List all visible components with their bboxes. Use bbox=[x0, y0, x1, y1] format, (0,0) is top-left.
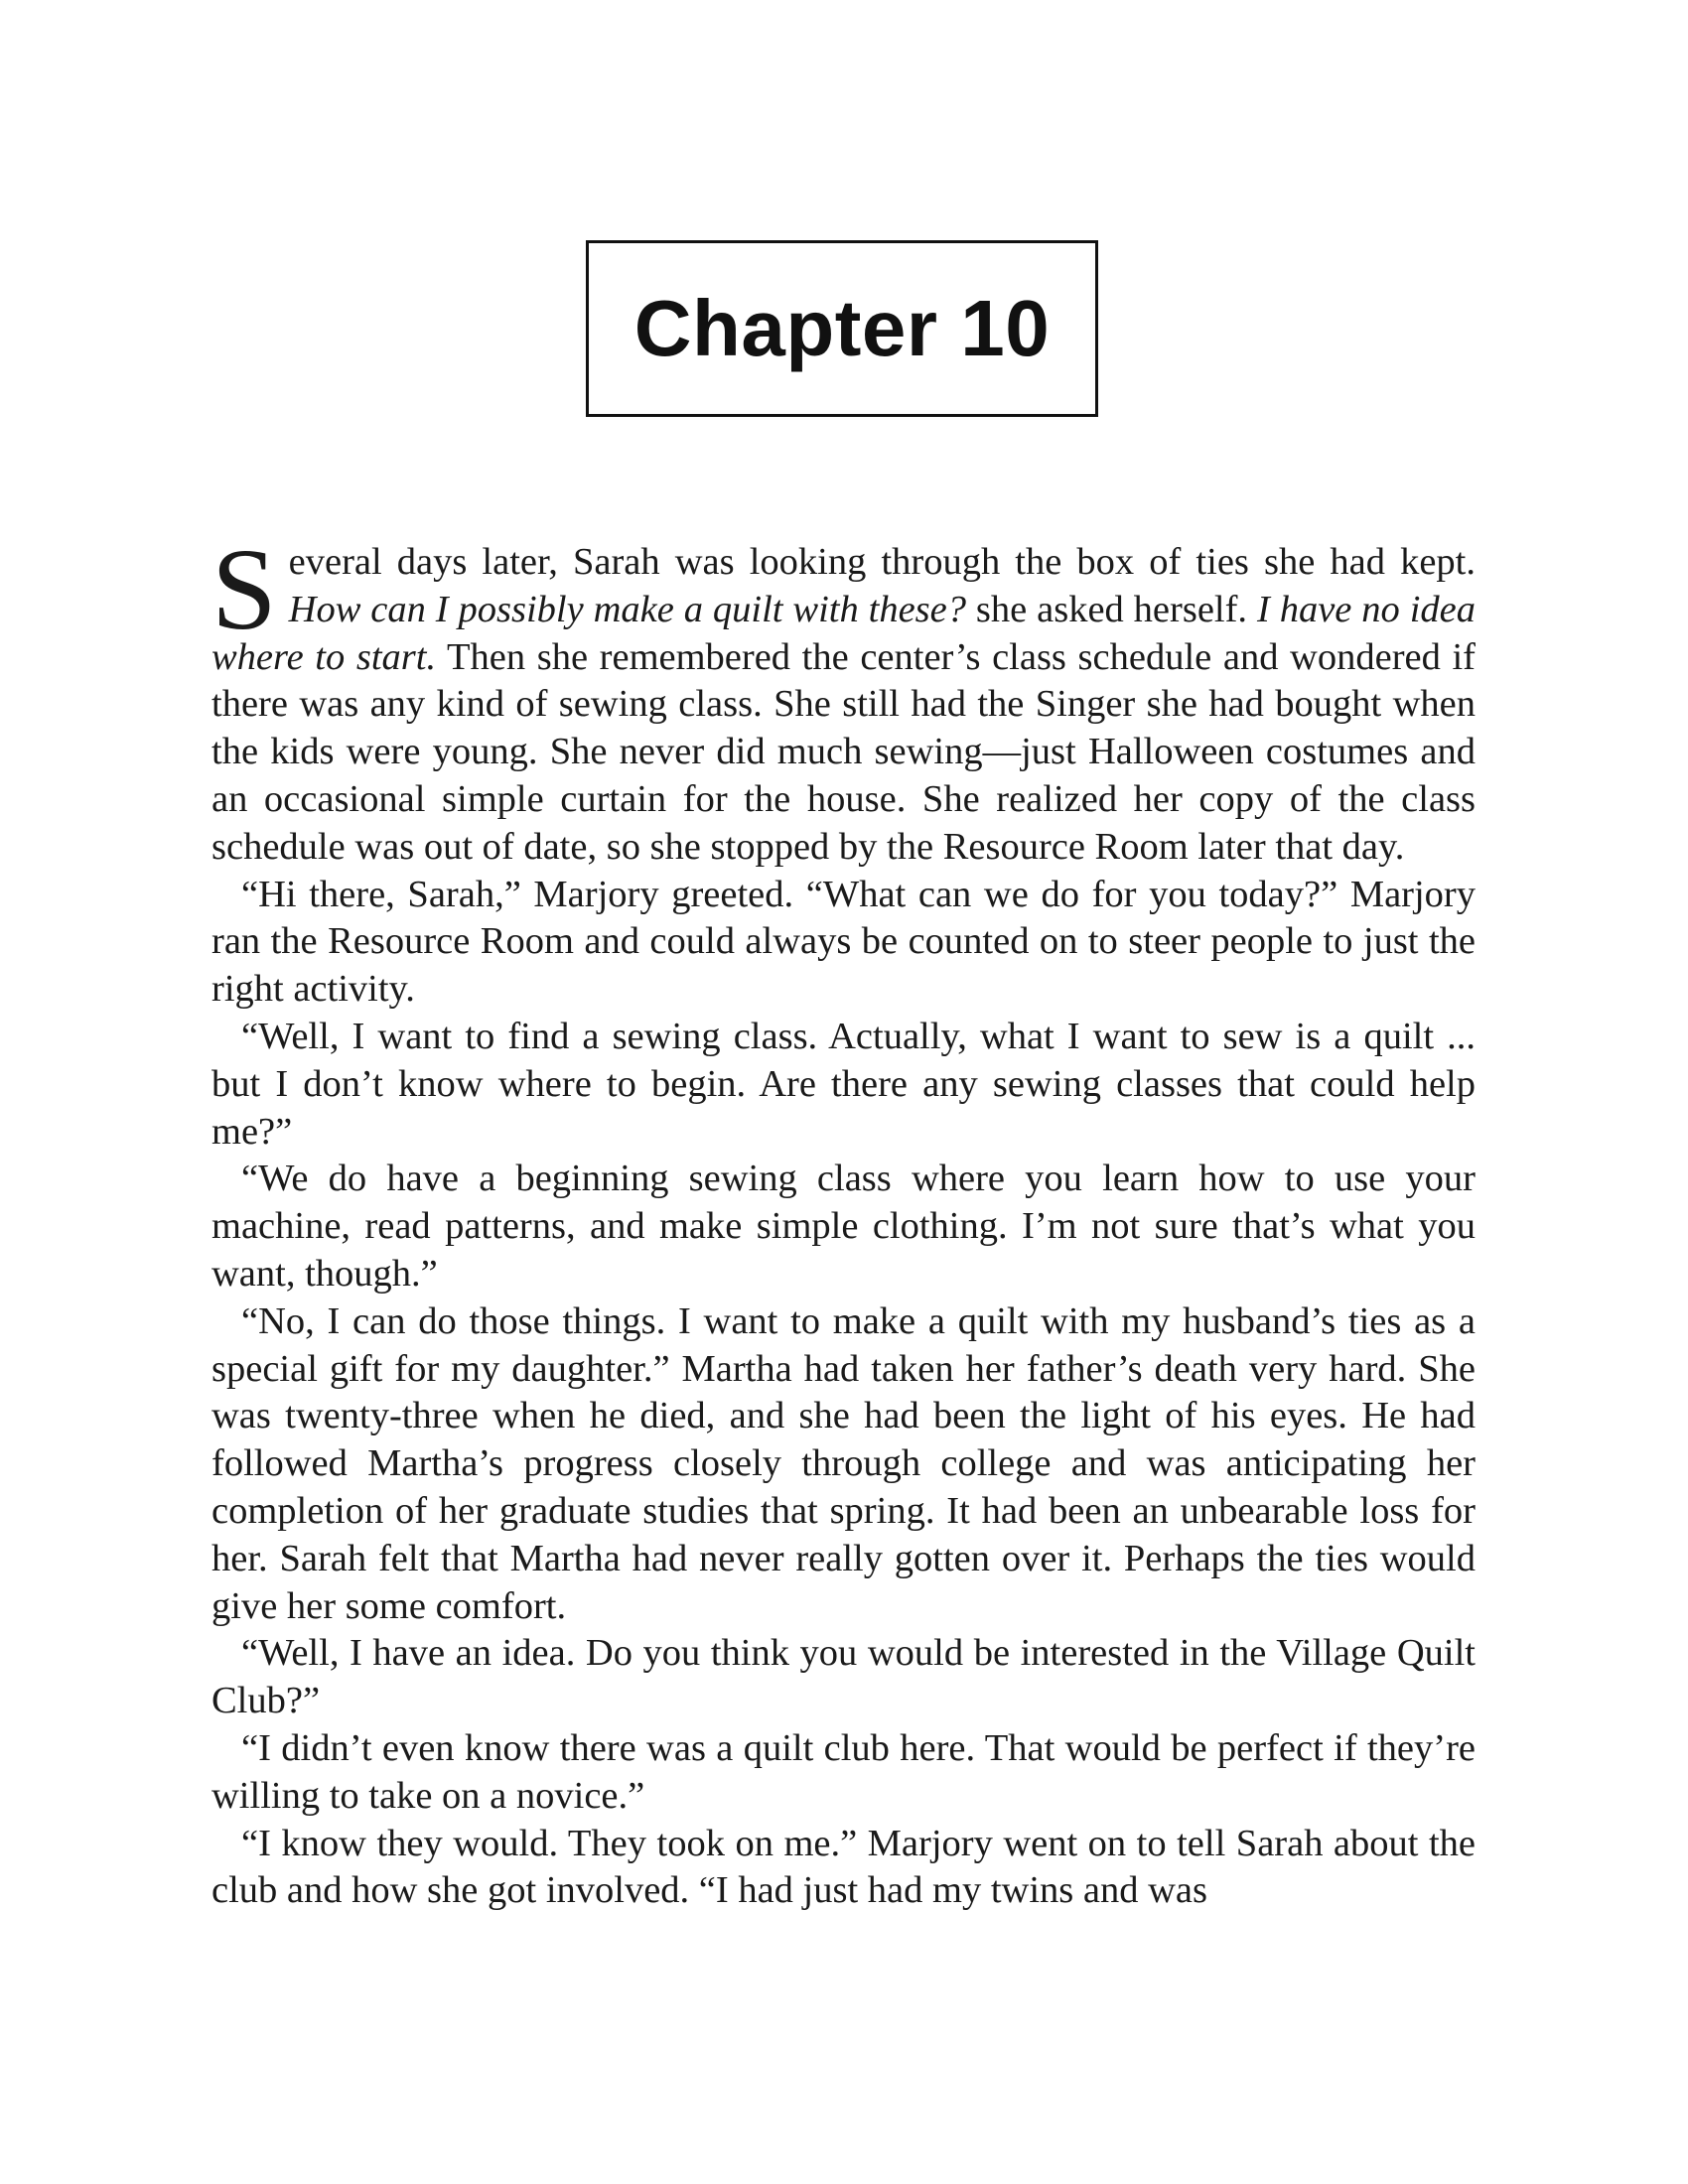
paragraph-1-italic-thought-2: I have no idea where to start. bbox=[211, 588, 1476, 678]
paragraph-3: “Well, I want to find a sewing class. Actually, what I want to sew is a quilt ... but I don’t know where to begin. Are there any sewing classes that could help me?” bbox=[211, 1015, 1476, 1153]
chapter-title: Chapter 10 bbox=[633, 284, 1051, 372]
paragraph-1-text-2: she asked herself. bbox=[965, 588, 1257, 630]
paragraph-8: “I know they would. They took on me.” Marjory went on to tell Sarah about the club and how she got involved. “I had just had my twins and was bbox=[211, 1822, 1476, 1912]
paragraph-5: “No, I can do those things. I want to make a quilt with my husband’s ties as a special gift for my daughter.” Martha had taken her father’s death very hard. She was twenty-three when he died, and she had been the light of his eyes. He had followed Martha’s progress closely through college and was anticipating her completion of her graduate studies that spring. It had been an unbearable loss for her. Sarah felt that Martha had never really gotten over it. Perhaps the ties would give her some comfort. bbox=[211, 1299, 1476, 1627]
paragraph-7: “I didn’t even know there was a quilt club here. That would be perfect if they’re willing to take on a novice.” bbox=[211, 1726, 1476, 1817]
paragraph-4: “We do have a beginning sewing class where you learn how to use your machine, read patterns, and make simple clothing. I’m not sure that’s what you want, though.” bbox=[211, 1158, 1476, 1295]
chapter-heading-box bbox=[586, 240, 1098, 417]
paragraph-1-text-3: Then she remembered the center’s class schedule and wondered if there was any kind of sewing class. She still had the Singer she had bought when the kids were young. She never did much sewing—just Halloween costumes and an occasional simple curtain for the house. She realized her copy of the class schedule was out of date, so she stopped by the Resource Room later that day. bbox=[211, 635, 1476, 868]
paragraph-1-italic-thought-1: How can I possibly make a quilt with these? bbox=[288, 588, 966, 630]
paragraph-1 bbox=[211, 524, 1476, 872]
drop-cap: S bbox=[211, 524, 277, 654]
chapter-body bbox=[211, 524, 1476, 1915]
paragraph-6: “Well, I have an idea. Do you think you would be interested in the Village Quilt Club?” bbox=[211, 1632, 1476, 1722]
paragraph-1-text-1: everal days later, Sarah was looking through the box of ties she had kept. bbox=[288, 541, 1476, 583]
paragraph-2: “Hi there, Sarah,” Marjory greeted. “What can we do for you today?” Marjory ran the Resource Room and could always be counted on to steer people to just the right activity. bbox=[211, 873, 1476, 1011]
